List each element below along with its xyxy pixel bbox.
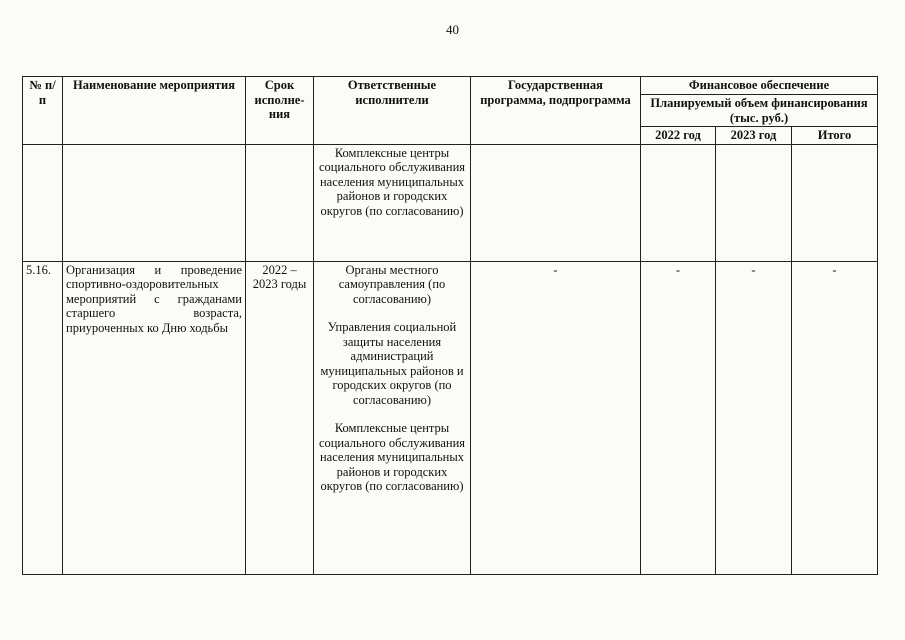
cell-executors xyxy=(314,261,471,574)
header-program: Государственная программа, подпрограмма xyxy=(471,77,641,145)
header-2023: 2023 год xyxy=(716,127,792,145)
cell-program xyxy=(471,144,641,261)
header-total: Итого xyxy=(792,127,878,145)
cell-term xyxy=(246,144,314,261)
cell-executors xyxy=(314,144,471,261)
measures-table xyxy=(22,76,878,575)
executor-item: Органы местного самоуправления (по согласованию) xyxy=(338,262,446,306)
header-executors: Ответственные исполнители xyxy=(314,77,471,145)
cell-2022 xyxy=(641,144,716,261)
executor-item: Комплексные центры социального обслуживания населения муниципальных районов и городских округов (по согласованию) xyxy=(318,421,466,493)
executor-item: Управления социальной защиты населения администраций муниципальных районов и городских округов (по согласованию) xyxy=(320,320,464,407)
table-row xyxy=(23,144,878,261)
cell-name: Организация и проведение спортивно-оздоровительных мероприятий с гражданами старшего возраста, приуроченных ко Дню ходьбы xyxy=(63,261,246,574)
cell-2022: - xyxy=(641,261,716,574)
cell-name xyxy=(63,144,246,261)
cell-total xyxy=(792,144,878,261)
cell-num xyxy=(23,144,63,261)
page-number: 40 xyxy=(446,22,459,37)
cell-term: 2022 – 2023 годы xyxy=(246,261,314,574)
executor-item: Комплексные центры социального обслуживания населения муниципальных районов и городских округов (по согласованию) xyxy=(318,145,466,218)
cell-num: 5.16. xyxy=(23,261,63,574)
header-planned: Планируемый объем финансирования (тыс. руб.) xyxy=(641,95,878,127)
cell-program: - xyxy=(471,261,641,574)
header-num: № п/п xyxy=(23,77,63,145)
cell-2023: - xyxy=(716,261,792,574)
header-term: Срок исполне- ния xyxy=(246,77,314,145)
cell-2023 xyxy=(716,144,792,261)
header-finance: Финансовое обеспечение xyxy=(641,77,878,95)
header-name: Наименование мероприятия xyxy=(63,77,246,145)
header-2022: 2022 год xyxy=(641,127,716,145)
cell-total: - xyxy=(792,261,878,574)
table-row xyxy=(23,261,878,574)
